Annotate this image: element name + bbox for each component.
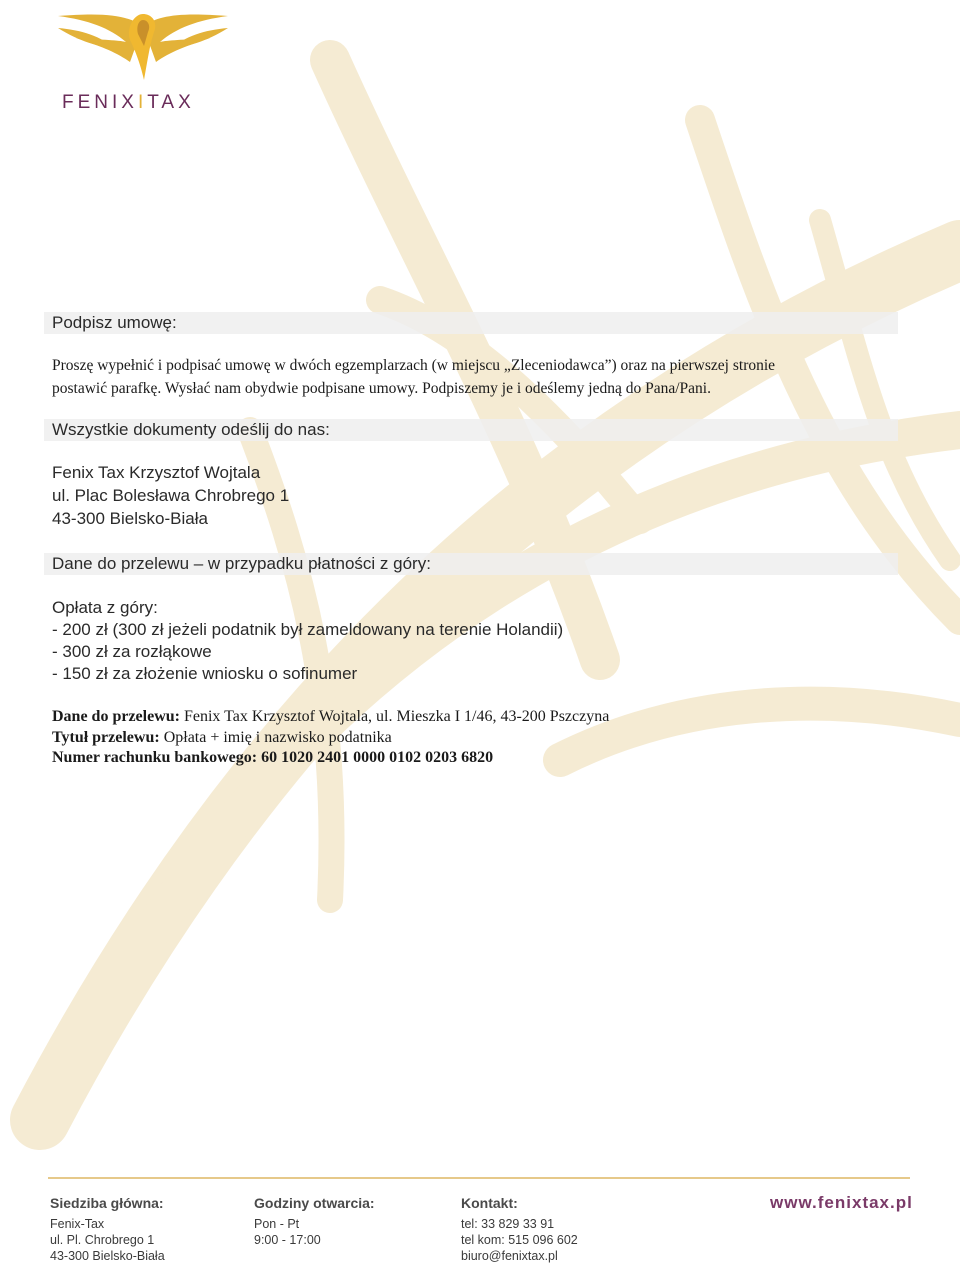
fee-item: - 150 zł za złożenie wniosku o sofinumer xyxy=(52,664,358,683)
fenixtax-logo xyxy=(48,6,238,118)
footer-hq-line: Fenix-Tax xyxy=(50,1217,105,1231)
footer-contact-email[interactable]: biuro@fenixtax.pl xyxy=(461,1249,558,1263)
transfer-account-number: 60 1020 2401 0000 0102 0203 6820 xyxy=(261,749,494,766)
address-name: Fenix Tax Krzysztof Wojtala xyxy=(52,463,261,482)
transfer-account-label: Numer rachunku bankowego: xyxy=(52,749,258,766)
page-footer xyxy=(0,1185,960,1267)
heading-sign-contract: Podpisz umowę: xyxy=(52,313,177,332)
phoenix-icon xyxy=(48,6,238,86)
transfer-title-value: Opłata + imię i nazwisko podatnika xyxy=(163,729,392,746)
heading-send-documents: Wszystkie dokumenty odeślij do nas: xyxy=(52,420,330,439)
instructions-line-1: Proszę wypełnić i podpisać umowę w dwóch egzemplarzach (w miejscu „Zleceniodawca”) oraz na pierwszej stronie xyxy=(52,357,776,374)
footer-website-link[interactable]: www.fenixtax.pl xyxy=(770,1193,913,1212)
heading-transfer-data: Dane do przelewu – w przypadku płatności z góry: xyxy=(52,554,431,573)
footer-hours-line: 9:00 - 17:00 xyxy=(254,1233,321,1247)
footer-hours-heading: Godziny otwarcia: xyxy=(254,1195,375,1211)
footer-contact-heading: Kontakt: xyxy=(461,1195,518,1211)
footer-contact-mobile[interactable]: tel kom: 515 096 602 xyxy=(461,1233,578,1247)
transfer-title-label: Tytuł przelewu: xyxy=(52,729,160,746)
logo-brand-left: FENIX xyxy=(62,92,138,113)
instructions-line-2: postawić parafkę. Wysłać nam obydwie podpisane umowy. Podpiszemy je i odeślemy jedną do Pana/Pani. xyxy=(52,380,711,397)
footer-contact-phone[interactable]: tel: 33 829 33 91 xyxy=(461,1217,555,1231)
fee-item: - 200 zł (300 zł jeżeli podatnik był zameldowany na terenie Holandii) xyxy=(52,620,564,639)
footer-hq-line: 43-300 Bielsko-Biała xyxy=(50,1249,165,1263)
fee-item: - 300 zł za rozłąkowe xyxy=(52,642,212,661)
footer-hq-heading: Siedziba główna: xyxy=(50,1195,164,1211)
fees-title: Opłata z góry: xyxy=(52,598,158,617)
address-city: 43-300 Bielsko-Biała xyxy=(52,509,208,528)
logo-wordmark: FENIXITAX xyxy=(62,92,195,113)
transfer-recipient-row xyxy=(52,708,609,726)
transfer-account-row xyxy=(52,749,493,767)
transfer-recipient-label: Dane do przelewu: xyxy=(52,708,180,725)
address-street: ul. Plac Bolesława Chrobrego 1 xyxy=(52,486,290,505)
transfer-title-row xyxy=(52,729,392,747)
logo-brand-right: TAX xyxy=(147,92,195,113)
footer-divider xyxy=(48,1177,910,1179)
footer-hours-line: Pon - Pt xyxy=(254,1217,300,1231)
transfer-recipient-value: Fenix Tax Krzysztof Wojtala, ul. Mieszka I 1/46, 43-200 Pszczyna xyxy=(183,708,610,725)
footer-hq-line: ul. Pl. Chrobrego 1 xyxy=(50,1233,155,1247)
